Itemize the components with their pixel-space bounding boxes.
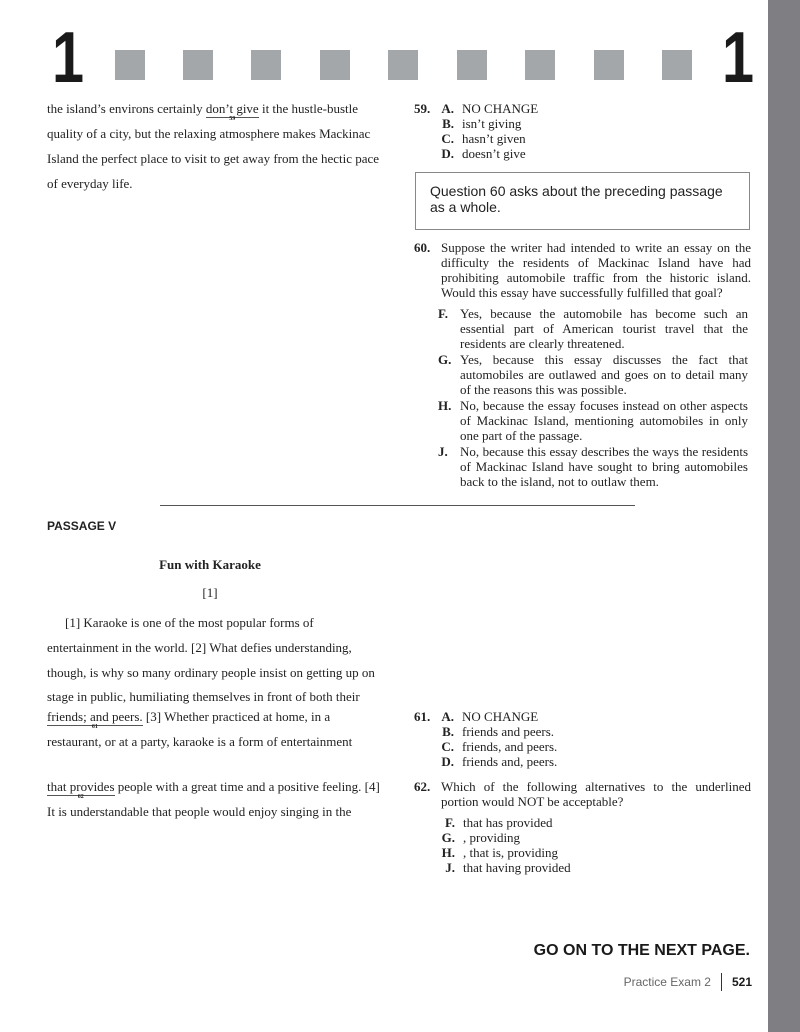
option-text[interactable]: friends, and peers. <box>462 739 558 754</box>
text: don’t give <box>205 101 259 116</box>
option-letter: F. <box>445 815 455 830</box>
option-text: Yes, because this essay discusses the fact that automobiles are outlawed and goes on to detail many of the reasons this was possible. <box>460 352 748 397</box>
option-text: No, because this essay describes the ways the residents of Mackinac Island have sought to bring automobiles back to the island, not to outlaw them. <box>460 444 748 489</box>
text-line: restaurant, or at a party, karaoke is a form of entertainment <box>47 734 353 749</box>
option-letter: A. <box>441 101 454 116</box>
text-line: entertainment in the world. [2] What defies understanding, <box>47 640 352 655</box>
text-line: It is understandable that people would enjoy singing in the <box>47 804 352 819</box>
question-number: 59. <box>414 101 431 116</box>
option-letter: G. <box>438 352 452 367</box>
option-text[interactable]: , providing <box>463 830 521 845</box>
question-number: 61. <box>414 709 431 724</box>
option-letter: F. <box>438 306 448 321</box>
page-number: 521 <box>731 975 752 989</box>
option-g[interactable] <box>438 352 748 397</box>
option-letter: J. <box>445 860 455 875</box>
square <box>115 50 145 80</box>
text: people with a great time and a positive feeling. [4] <box>114 779 380 794</box>
option-h[interactable] <box>438 398 748 443</box>
book-title: Practice Exam 2 <box>623 975 711 989</box>
option-letter: A. <box>441 709 454 724</box>
notice-box <box>415 172 750 230</box>
option-text[interactable]: NO CHANGE <box>462 101 539 116</box>
text: that provides <box>47 779 115 794</box>
footer-divider <box>721 973 722 991</box>
option-text[interactable]: friends and peers. <box>462 724 555 739</box>
text-line: of everyday life. <box>47 176 133 191</box>
option-letter: C. <box>441 739 454 754</box>
passage-label: PASSAGE V <box>47 519 117 533</box>
square <box>525 50 555 80</box>
option-letter: B. <box>442 116 454 131</box>
text: [3] Whether practiced at home, in a <box>142 709 331 724</box>
passage-title: Fun with Karaoke <box>159 557 261 572</box>
question-number: 60. <box>414 240 431 255</box>
square <box>594 50 624 80</box>
text-line: quality of a city, but the relaxing atmosphere makes Mackinac <box>47 126 371 141</box>
page-footer <box>624 973 752 991</box>
square <box>320 50 350 80</box>
option-text[interactable]: that having provided <box>463 860 571 875</box>
text: the island’s environs certainly <box>47 101 206 116</box>
option-text[interactable]: isn’t giving <box>462 116 522 131</box>
option-text: No, because the essay focuses instead on other aspects of Mackinac Island, mentioning automobiles in only one part of the passage. <box>460 398 748 443</box>
option-letter: C. <box>441 131 454 146</box>
text-line: Island the perfect place to visit to get away from the hectic pace <box>47 151 380 166</box>
underlined-62 <box>47 779 115 800</box>
option-letter: B. <box>442 724 454 739</box>
option-text[interactable]: friends and, peers. <box>462 754 558 769</box>
notice-text: Question 60 asks about the preceding passage as a whole. <box>430 183 723 215</box>
underlined-59 <box>205 101 259 122</box>
underlined-61 <box>47 709 143 730</box>
option-letter: H. <box>438 398 452 413</box>
option-text[interactable]: that has provided <box>463 815 553 830</box>
text: it the hustle-bustle <box>258 101 358 116</box>
option-letter: H. <box>441 845 455 860</box>
option-text[interactable]: , that is, providing <box>463 845 558 860</box>
option-text[interactable]: hasn’t given <box>462 131 526 146</box>
option-text: Yes, because the automobile has become such an essential part of American tourist travel that the residents are clearly threatened. <box>460 306 748 351</box>
question-stem: Suppose the writer had intended to write an essay on the difficulty the residents of Mackinac Island have had prohibiting automobile traffic from the historic island. Would this essay have successfully fulfilled that goal? <box>441 240 751 300</box>
square <box>457 50 487 80</box>
ref-number: 61 <box>91 724 98 730</box>
option-text[interactable]: doesn’t give <box>462 146 526 161</box>
option-letter: G. <box>441 830 455 845</box>
option-f[interactable] <box>438 306 748 351</box>
text-line: [1] Karaoke is one of the most popular forms of <box>65 615 314 630</box>
square <box>388 50 418 80</box>
option-letter: J. <box>438 444 448 459</box>
ref-number: 59 <box>229 116 236 122</box>
divider <box>160 505 635 506</box>
question-stem: Which of the following alternatives to the underlined portion would NOT be acceptable? <box>441 779 751 809</box>
square <box>183 50 213 80</box>
square <box>251 50 281 80</box>
option-letter: D. <box>441 146 454 161</box>
text-line: stage in public, humiliating themselves in front of both their <box>47 689 360 704</box>
question-number: 62. <box>414 779 431 794</box>
option-letter: D. <box>441 754 454 769</box>
option-text[interactable]: NO CHANGE <box>462 709 539 724</box>
section-number-left: 1 <box>52 18 85 98</box>
ref-number: 62 <box>77 794 84 800</box>
go-on-notice: GO ON TO THE NEXT PAGE. <box>533 942 750 959</box>
paragraph-marker: [1] <box>202 585 218 600</box>
section-number-right: 1 <box>722 18 755 98</box>
text-line: though, is why so many ordinary people insist on getting up on <box>47 665 375 680</box>
option-j[interactable] <box>438 444 748 489</box>
square <box>662 50 692 80</box>
page-edge-tab <box>768 0 800 1032</box>
text: friends; and peers. <box>47 709 143 724</box>
